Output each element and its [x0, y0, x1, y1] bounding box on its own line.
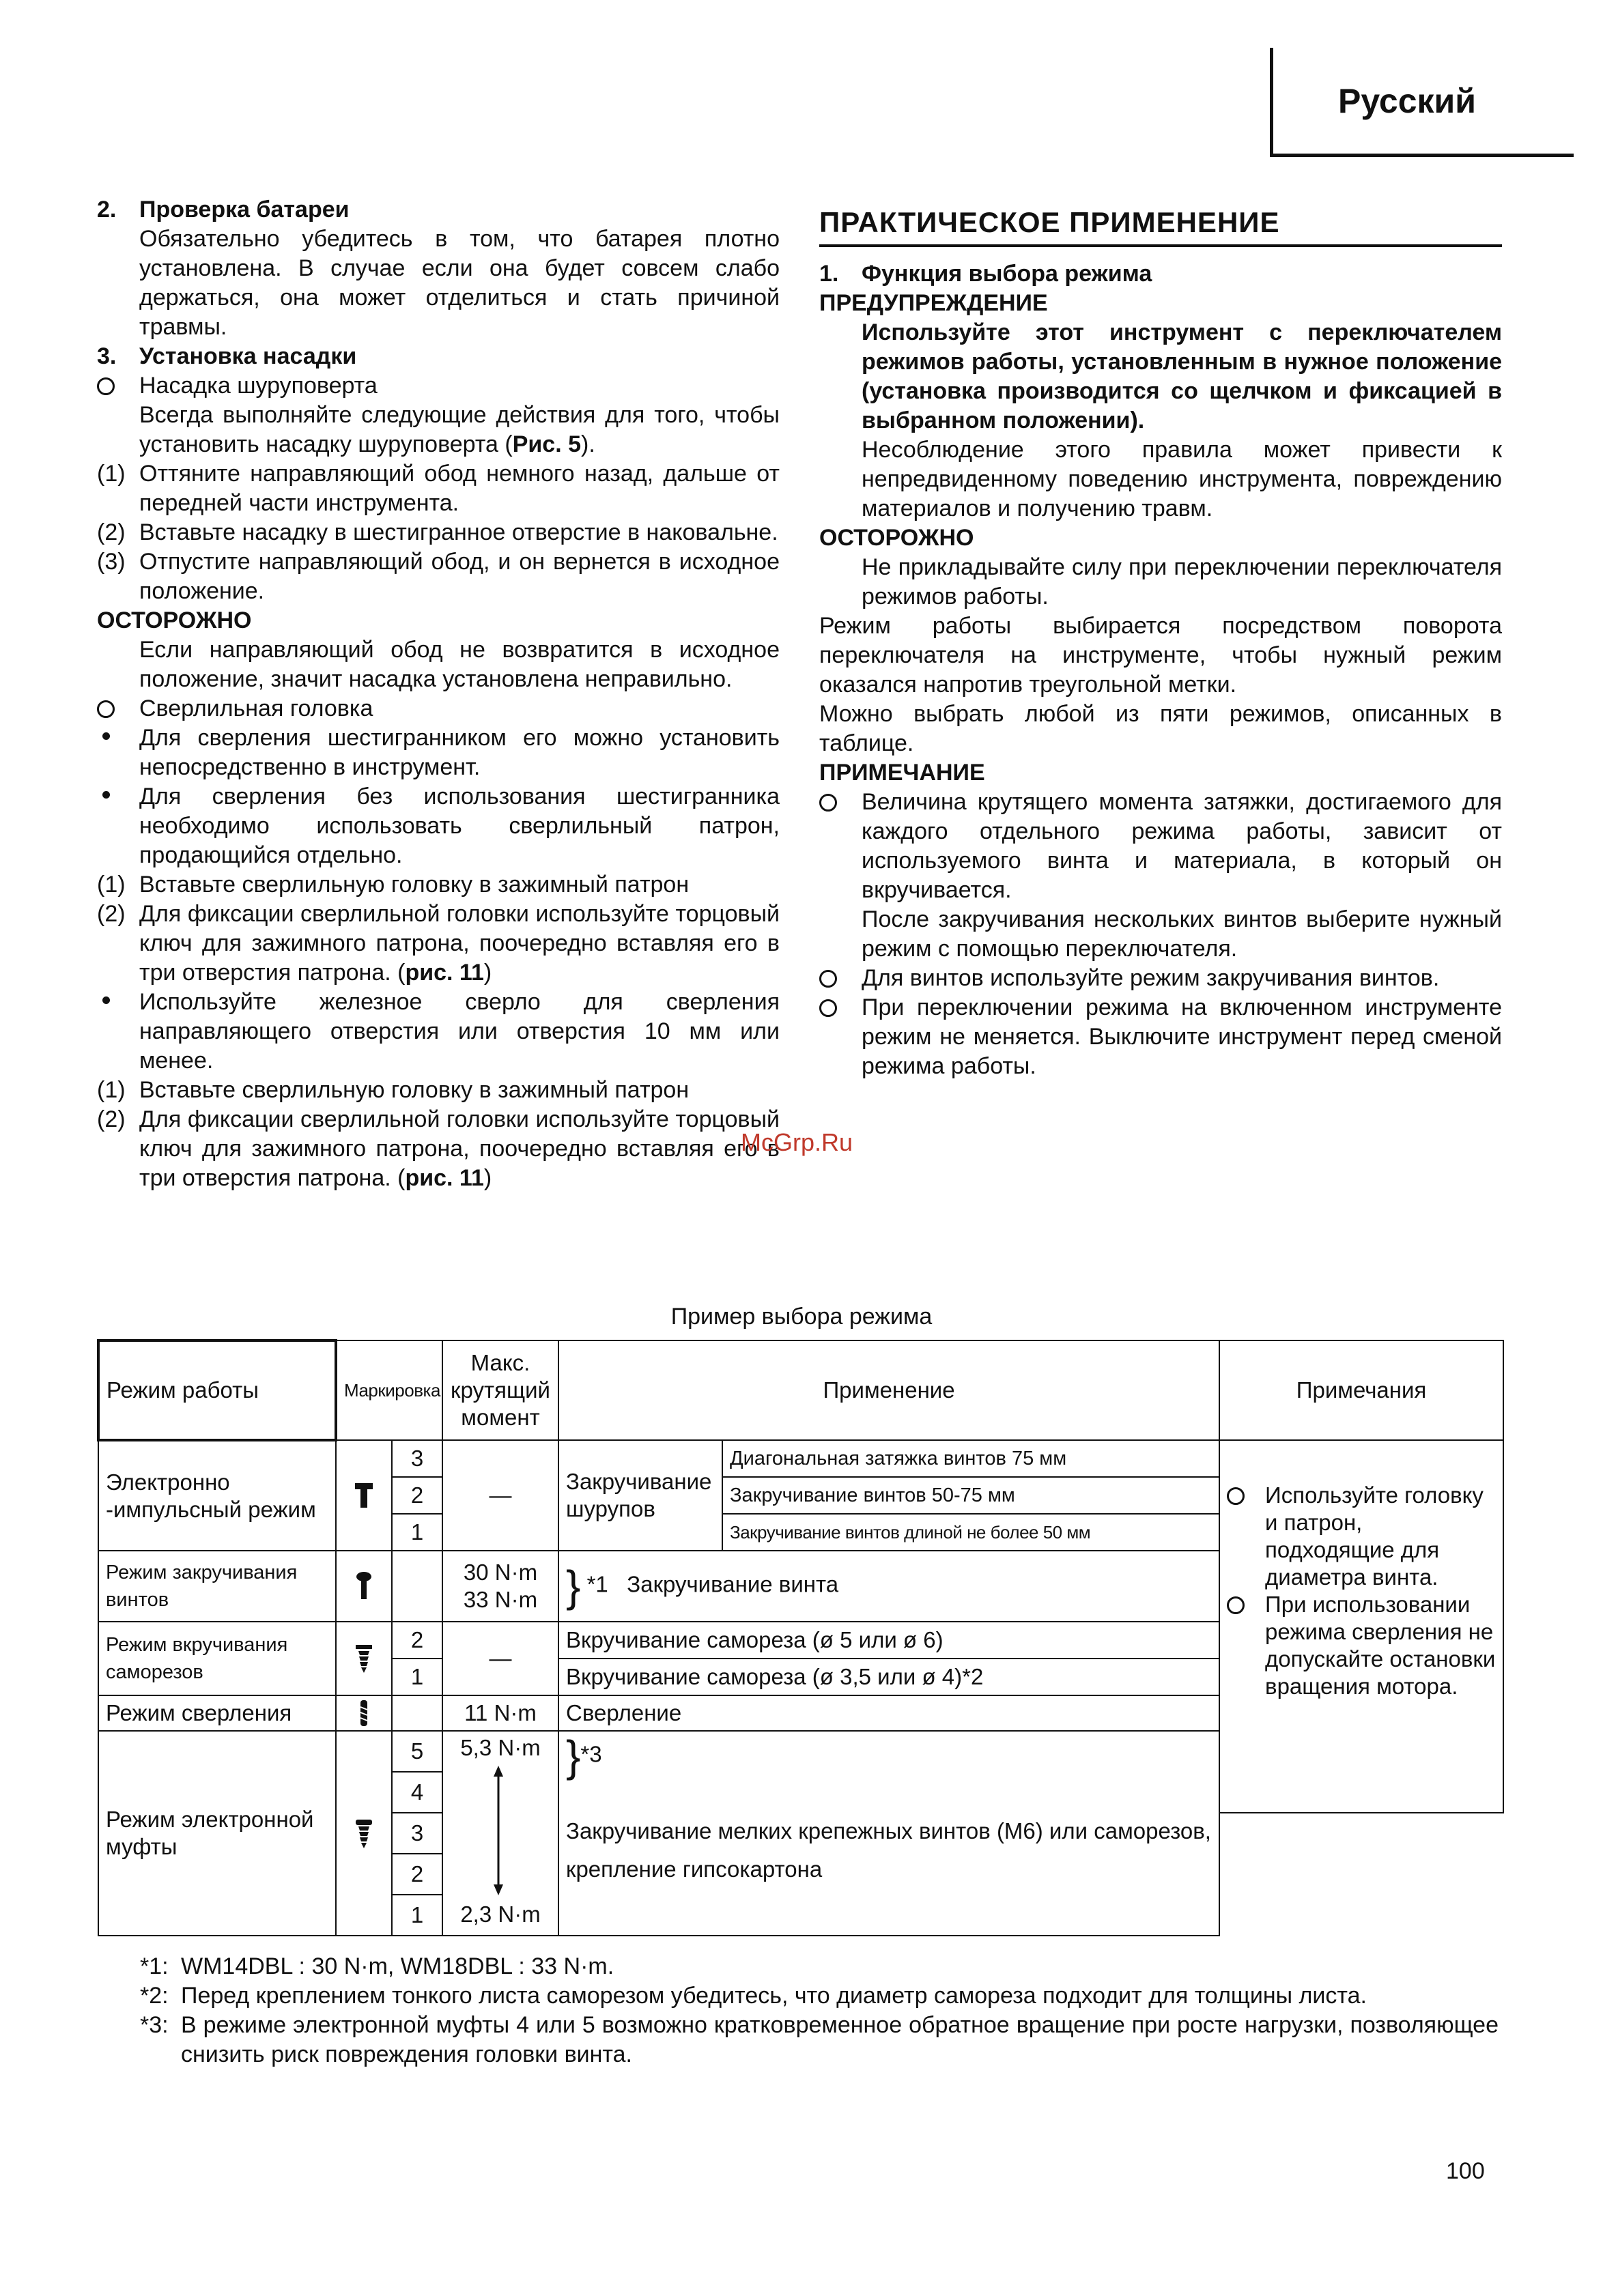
- tapping-mode-icon: [336, 1622, 392, 1695]
- paragraph: Режим работы выбирается посредством поворота переключателя на инструменте, чтобы нужный режим оказался напротив треугольной метки.: [819, 613, 1502, 698]
- caution-title: ОСТОРОЖНО: [97, 607, 252, 633]
- notes-cell: Используйте головку и патрон, подходящие для диаметра винта. При использовании режима сверления не допускайте остановки вращения мотора.: [1219, 1440, 1503, 1813]
- figure-ref: рис. 11: [405, 1165, 484, 1191]
- note-item: Для винтов используйте режим закручивания винтов.: [819, 964, 1502, 993]
- drill-bullet: Для сверления без использования шестигранника необходимо использовать сверлильный патрон, продающийся отдельно.: [97, 782, 780, 870]
- impulse-mode-icon: [336, 1440, 392, 1551]
- section-heading: ПРАКТИЧЕСКОЕ ПРИМЕНЕНИЕ: [819, 205, 1502, 247]
- paragraph: Можно выбрать любой из пяти режимов, описанных в таблице.: [819, 701, 1502, 756]
- note-item: Величина крутящего момента затяжки, достигаемого для каждого отдельного режима работы, зависит от используемого винта и материала, в который он вкручивается.: [819, 788, 1502, 905]
- level: 4: [392, 1772, 442, 1813]
- mode-screw: Режим закручивания винтов: [98, 1551, 336, 1622]
- caution-title: ОСТОРОЖНО: [819, 525, 974, 551]
- application: } *1 Закручивание винта: [558, 1551, 1219, 1622]
- footnote: *2: Перед креплением тонкого листа саморезом убедитесь, что диаметр самореза подходит для толщины листа.: [140, 1983, 1367, 2009]
- caution-text: Не прикладывайте силу при переключении переключателя режимов работы.: [862, 554, 1502, 609]
- bullet-icon: [102, 791, 110, 799]
- section-battery: [97, 195, 780, 342]
- application: }*3 Закручивание мелких крепежных винтов (M6) или саморезов, крепление гипсокартона: [558, 1731, 1219, 1936]
- footnote: *1: WM14DBL : 30 N·m, WM18DBL : 33 N·m.: [140, 1953, 614, 1979]
- header-application: Применение: [558, 1340, 1219, 1440]
- application: Закручивание винтов 50-75 мм: [722, 1477, 1219, 1514]
- screw-mode-icon: [336, 1551, 392, 1622]
- torque-value: 11 N·m: [442, 1695, 558, 1731]
- application-group: Закручивание шурупов: [558, 1440, 722, 1551]
- right-column: [819, 205, 1502, 1081]
- range-arrow-icon: [488, 1766, 509, 1895]
- page-number: 100: [1446, 2158, 1485, 2184]
- mode-impulse: Электронно -импульсный режим: [98, 1440, 336, 1551]
- drill-mode-icon: [336, 1695, 392, 1731]
- header-torque: Макс. крутящий момент: [442, 1340, 558, 1440]
- mode-tapping: Режим вкручивания саморезов: [98, 1622, 336, 1695]
- header-marking: Маркировка: [336, 1340, 442, 1440]
- brace-icon: }: [566, 1562, 581, 1611]
- section-text: Обязательно убедитесь в том, что батарея плотно установлена. В случае если она будет совсем слабо держаться, она может отделиться и стать причиной травмы.: [139, 226, 780, 340]
- level: 3: [392, 1440, 442, 1477]
- bullet-icon: [102, 732, 110, 740]
- table-header-row: [98, 1340, 1503, 1440]
- level: 5: [392, 1731, 442, 1772]
- torque-value: 30 N·m 33 N·m: [442, 1551, 558, 1622]
- warning-text: Несоблюдение этого правила может привести к непредвиденному поведению инструмента, повреждению материалов и получению травм.: [862, 437, 1502, 521]
- circle-bullet-icon: [1227, 1596, 1245, 1614]
- table-row: [98, 1440, 1503, 1477]
- circle-bullet-icon: [1227, 1487, 1245, 1505]
- section-bit-install: [97, 342, 780, 371]
- drill-step: (2) Для фиксации сверлильной головки используйте торцовый ключ для зажимного патрона, поочередно вставляя его в три отверстия патрона. (рис. 11): [97, 1106, 780, 1191]
- circle-bullet-icon: [819, 999, 837, 1017]
- application: Вкручивание самореза (ø 5 или ø 6): [558, 1622, 1219, 1659]
- level: 3: [392, 1813, 442, 1854]
- application: Вкручивание самореза (ø 3,5 или ø 4)*2: [558, 1659, 1219, 1695]
- footnote: *3: В режиме электронной муфты 4 или 5 возможно кратковременное обратное вращение при росте нагрузки, позволяющее снизить риск повреждения головки винта.: [140, 2012, 1499, 2067]
- drill-step: (2) Для фиксации сверлильной головки используйте торцовый ключ для зажимного патрона, поочередно вставляя его в три отверстия патрона. (рис. 11): [97, 901, 780, 986]
- bullet-icon: [102, 996, 110, 1004]
- torque-value: —: [442, 1622, 558, 1695]
- drill-bullet: Используйте железное сверло для сверления направляющего отверстия или отверстия 10 мм или менее.: [97, 988, 780, 1076]
- watermark: McGrp.Ru: [741, 1128, 853, 1156]
- brace-icon: }: [566, 1732, 581, 1781]
- warning-title: ПРЕДУПРЕЖДЕНИЕ: [819, 290, 1048, 316]
- left-column: [97, 195, 780, 1193]
- section-number: 2.: [97, 197, 117, 223]
- caution-text: Если направляющий обод не возвратится в исходное положение, значит насадка установлена неправильно.: [139, 637, 780, 692]
- mode-drill: Режим сверления: [98, 1695, 336, 1731]
- bit-item: [97, 371, 780, 459]
- circle-bullet-icon: [819, 970, 837, 988]
- note-title: ПРИМЕЧАНИЕ: [819, 760, 985, 786]
- application: Диагональная затяжка винтов 75 мм: [722, 1440, 1219, 1477]
- subsection: 1. Функция выбора режима: [819, 261, 1152, 287]
- footnotes: [140, 1952, 1499, 2069]
- drill-step: (1) Вставьте сверлильную головку в зажимный патрон: [97, 1077, 690, 1103]
- level: 2: [392, 1622, 442, 1659]
- section-number: 3.: [97, 343, 117, 369]
- bit-step: (2) Вставьте насадку в шестигранное отверстие в наковальне.: [97, 519, 778, 545]
- header-mode: Режим работы: [98, 1340, 336, 1440]
- section-title: Проверка батареи: [139, 197, 350, 223]
- mode-table: [97, 1339, 1504, 1936]
- drill-step: (1) Вставьте сверлильную головку в зажимный патрон: [97, 872, 690, 898]
- level: 1: [392, 1895, 442, 1936]
- application: Закручивание винтов длиной не более 50 мм: [722, 1514, 1219, 1551]
- section-title: Установка насадки: [139, 343, 357, 369]
- level: 2: [392, 1477, 442, 1514]
- bit-step: (1) Оттяните направляющий обод немного назад, дальше от передней части инструмента.: [97, 461, 780, 516]
- figure-ref: Рис. 5: [512, 431, 581, 457]
- level: 2: [392, 1854, 442, 1895]
- torque-value: —: [442, 1440, 558, 1551]
- table-caption: Пример выбора режима: [670, 1304, 933, 1330]
- bit-intro: Всегда выполняйте следующие действия для того, чтобы установить насадку шуруповерта (Рис. 5).: [139, 402, 780, 457]
- level: 1: [392, 1514, 442, 1551]
- header-notes: Примечания: [1219, 1340, 1503, 1440]
- circle-bullet-icon: [97, 700, 115, 718]
- circle-bullet-icon: [97, 377, 115, 395]
- subsection-title: Функция выбора режима: [862, 261, 1152, 287]
- bit-step: (3) Отпустите направляющий обод, и он вернется в исходное положение.: [97, 549, 780, 604]
- drill-bullet: Для сверления шестигранником его можно установить непосредственно в инструмент.: [97, 723, 780, 782]
- language-label: Русский: [1338, 82, 1477, 120]
- warning-bold-text: Используйте этот инструмент с переключателем режимов работы, установленным в нужное положение (установка производится со щелчком и фиксацией в выбранном положении).: [862, 319, 1502, 433]
- drill-item: [97, 694, 780, 723]
- circle-bullet-icon: [819, 794, 837, 812]
- torque-range: 5,3 N·m 2,3 N·m: [442, 1731, 558, 1936]
- figure-ref: рис. 11: [405, 960, 484, 986]
- bit-title: Насадка шуруповерта: [139, 373, 378, 399]
- application: Сверление: [558, 1695, 1219, 1731]
- mode-clutch: Режим электронной муфты: [98, 1731, 336, 1936]
- level: 1: [392, 1659, 442, 1695]
- note-item-continued: После закручивания нескольких винтов выберите нужный режим с помощью переключателя.: [862, 906, 1502, 962]
- clutch-mode-icon: [336, 1731, 392, 1936]
- note-item: При переключении режима на включенном инструменте режим не меняется. Выключите инструмент перед сменой режима работы.: [819, 993, 1502, 1081]
- drill-title: Сверлильная головка: [139, 695, 373, 721]
